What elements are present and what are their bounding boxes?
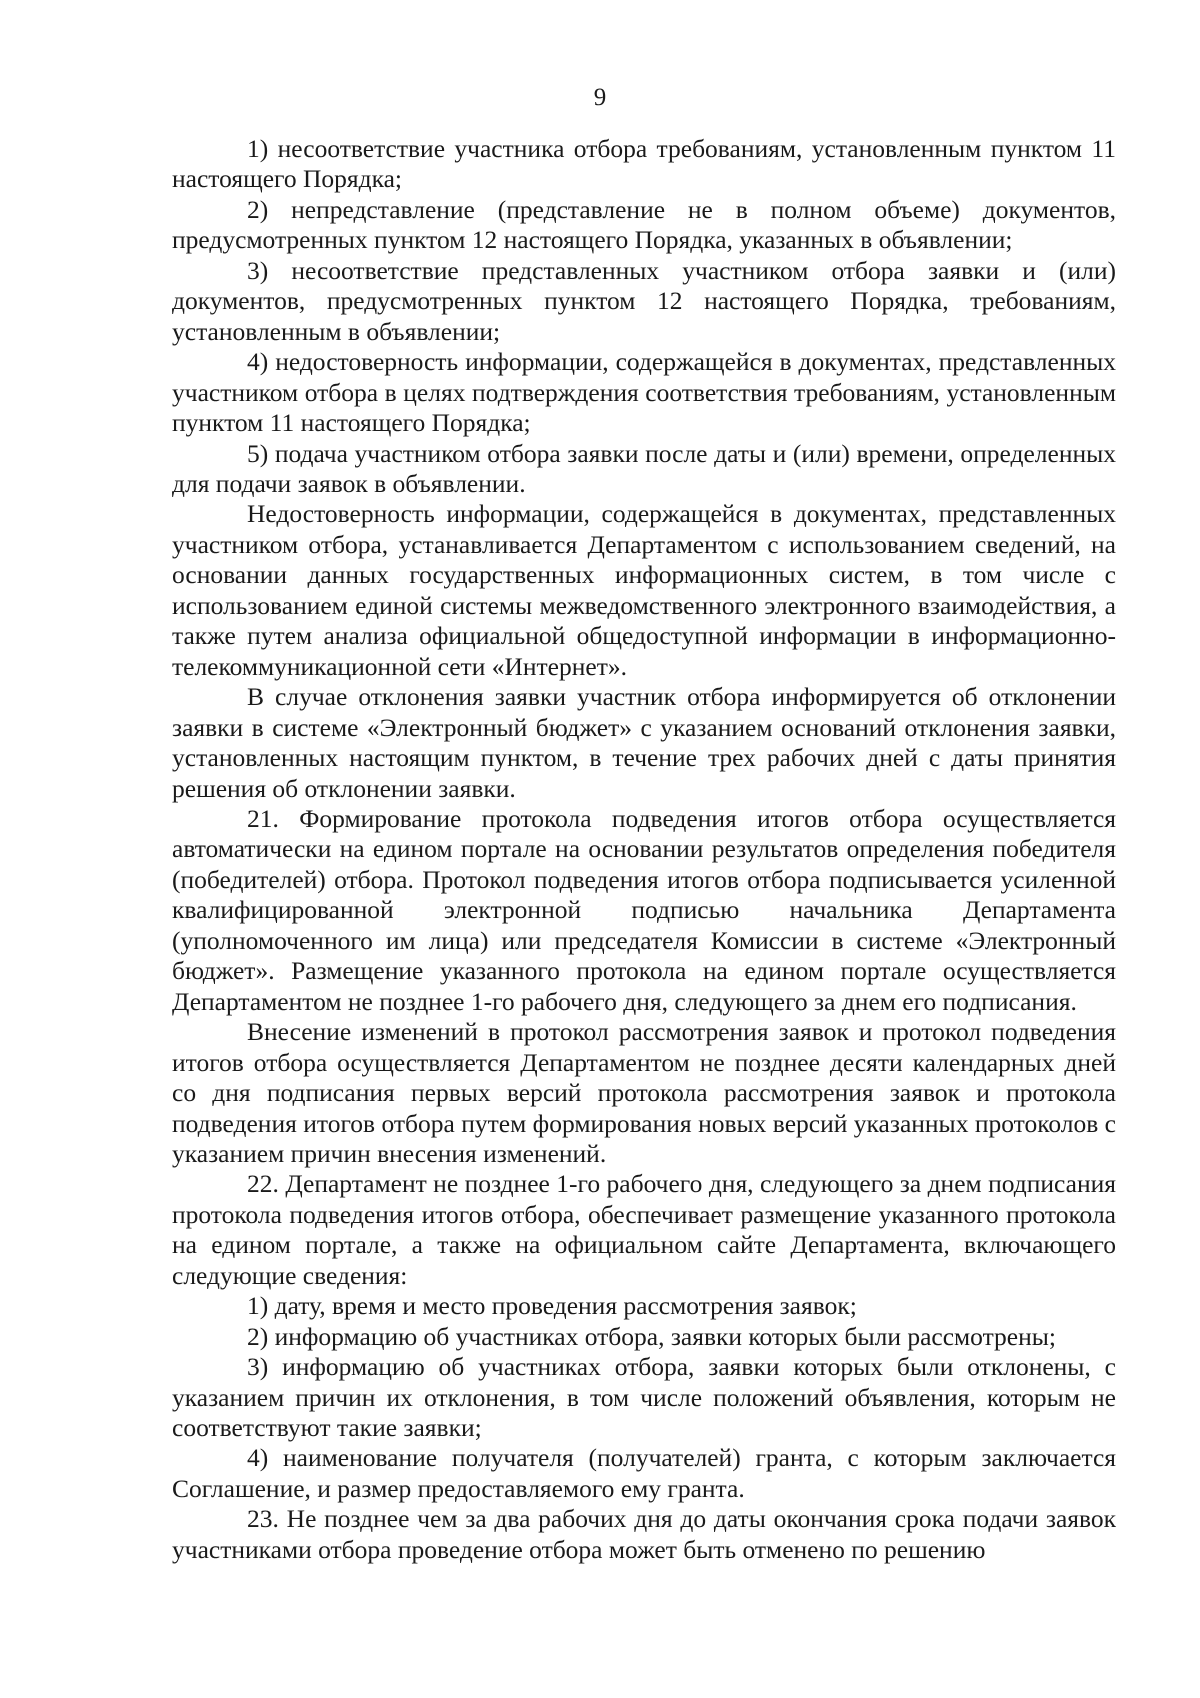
paragraph-info-1: 1) дату, время и место проведения рассмотрения заявок; bbox=[247, 1291, 857, 1321]
page-number: 9 bbox=[593, 84, 607, 111]
paragraph-item-23: 23. Не позднее чем за два рабочих дня до даты окончания срока подачи заявок участниками отбора проведение отбора может быть отменено по решению bbox=[172, 1504, 1116, 1564]
paragraph-info-3: 3) информацию об участниках отбора, заявки которых были отклонены, с указанием причин их отклонения, в том числе положений объявления, которым не соответствуют такие заявки; bbox=[172, 1352, 1116, 1443]
paragraph-info-4: 4) наименование получателя (получателей) гранта, с которым заключается Соглашение, и размер предоставляемого ему гранта. bbox=[172, 1443, 1116, 1503]
paragraph-rejection-notice: В случае отклонения заявки участник отбора информируется об отклонении заявки в системе «Электронный бюджет» с указанием оснований отклонения заявки, установленных настоящим пунктом, в течение трех рабочих дней с даты принятия решения об отклонении заявки. bbox=[172, 682, 1116, 803]
paragraph-condition-4: 4) недостоверность информации, содержащейся в документах, представленных участником отбора в целях подтверждения соответствия требованиям, установленным пунктом 11 настоящего Порядка; bbox=[172, 347, 1116, 438]
paragraph-condition-5: 5) подача участником отбора заявки после даты и (или) времени, определенных для подачи заявок в объявлении. bbox=[172, 438, 1116, 498]
paragraph-condition-3: 3) несоответствие представленных участником отбора заявки и (или) документов, предусмотренных пунктом 12 настоящего Порядка, требованиям, установленным в объявлении; bbox=[172, 255, 1116, 346]
document-body bbox=[172, 134, 1116, 1565]
paragraph-condition-2: 2) непредставление (представление не в полном объеме) документов, предусмотренных пунктом 12 настоящего Порядка, указанных в объявлении; bbox=[172, 194, 1116, 255]
paragraph-info-2: 2) информацию об участниках отбора, заявки которых были рассмотрены; bbox=[247, 1321, 1056, 1351]
paragraph-condition-1: 1) несоответствие участника отбора требованиям, установленным пунктом 11 настоящего Порядка; bbox=[172, 134, 1116, 194]
paragraph-item-22: 22. Департамент не позднее 1-го рабочего дня, следующего за днем подписания протокола подведения итогов отбора, обеспечивает размещение указанного протокола на едином портале, а также на официальном сайте Департамента, включающего следующие сведения: bbox=[172, 1169, 1116, 1290]
paragraph-unreliable-info: Недостоверность информации, содержащейся в документах, представленных участником отбора, устанавливается Департаментом с использованием сведений, на основании данных государственных информационных систем, в том числе с использованием единой системы межведомственного электронного взаимодействия, а также путем анализа официальной общедоступной информации в информационно-телекоммуникационной сети «Интернет». bbox=[172, 499, 1116, 681]
paragraph-item-21: 21. Формирование протокола подведения итогов отбора осуществляется автоматически на едином портале на основании результатов определения победителя (победителей) отбора. Протокол подведения итогов отбора подписывается усиленной квалифицированной электронной подписью начальника Департамента (уполномоченного им лица) или председателя Комиссии в системе «Электронный бюджет». Размещение указанного протокола на едином портале осуществляется Департаментом не позднее 1-го рабочего дня, следующего за днем его подписания. bbox=[172, 803, 1116, 1016]
paragraph-protocol-changes: Внесение изменений в протокол рассмотрения заявок и протокол подведения итогов отбора осуществляется Департаментом не позднее десяти календарных дней со дня подписания первых версий протокола рассмотрения заявок и протокола подведения итогов отбора путем формирования новых версий указанных протоколов с указанием причин внесения изменений. bbox=[172, 1017, 1116, 1168]
